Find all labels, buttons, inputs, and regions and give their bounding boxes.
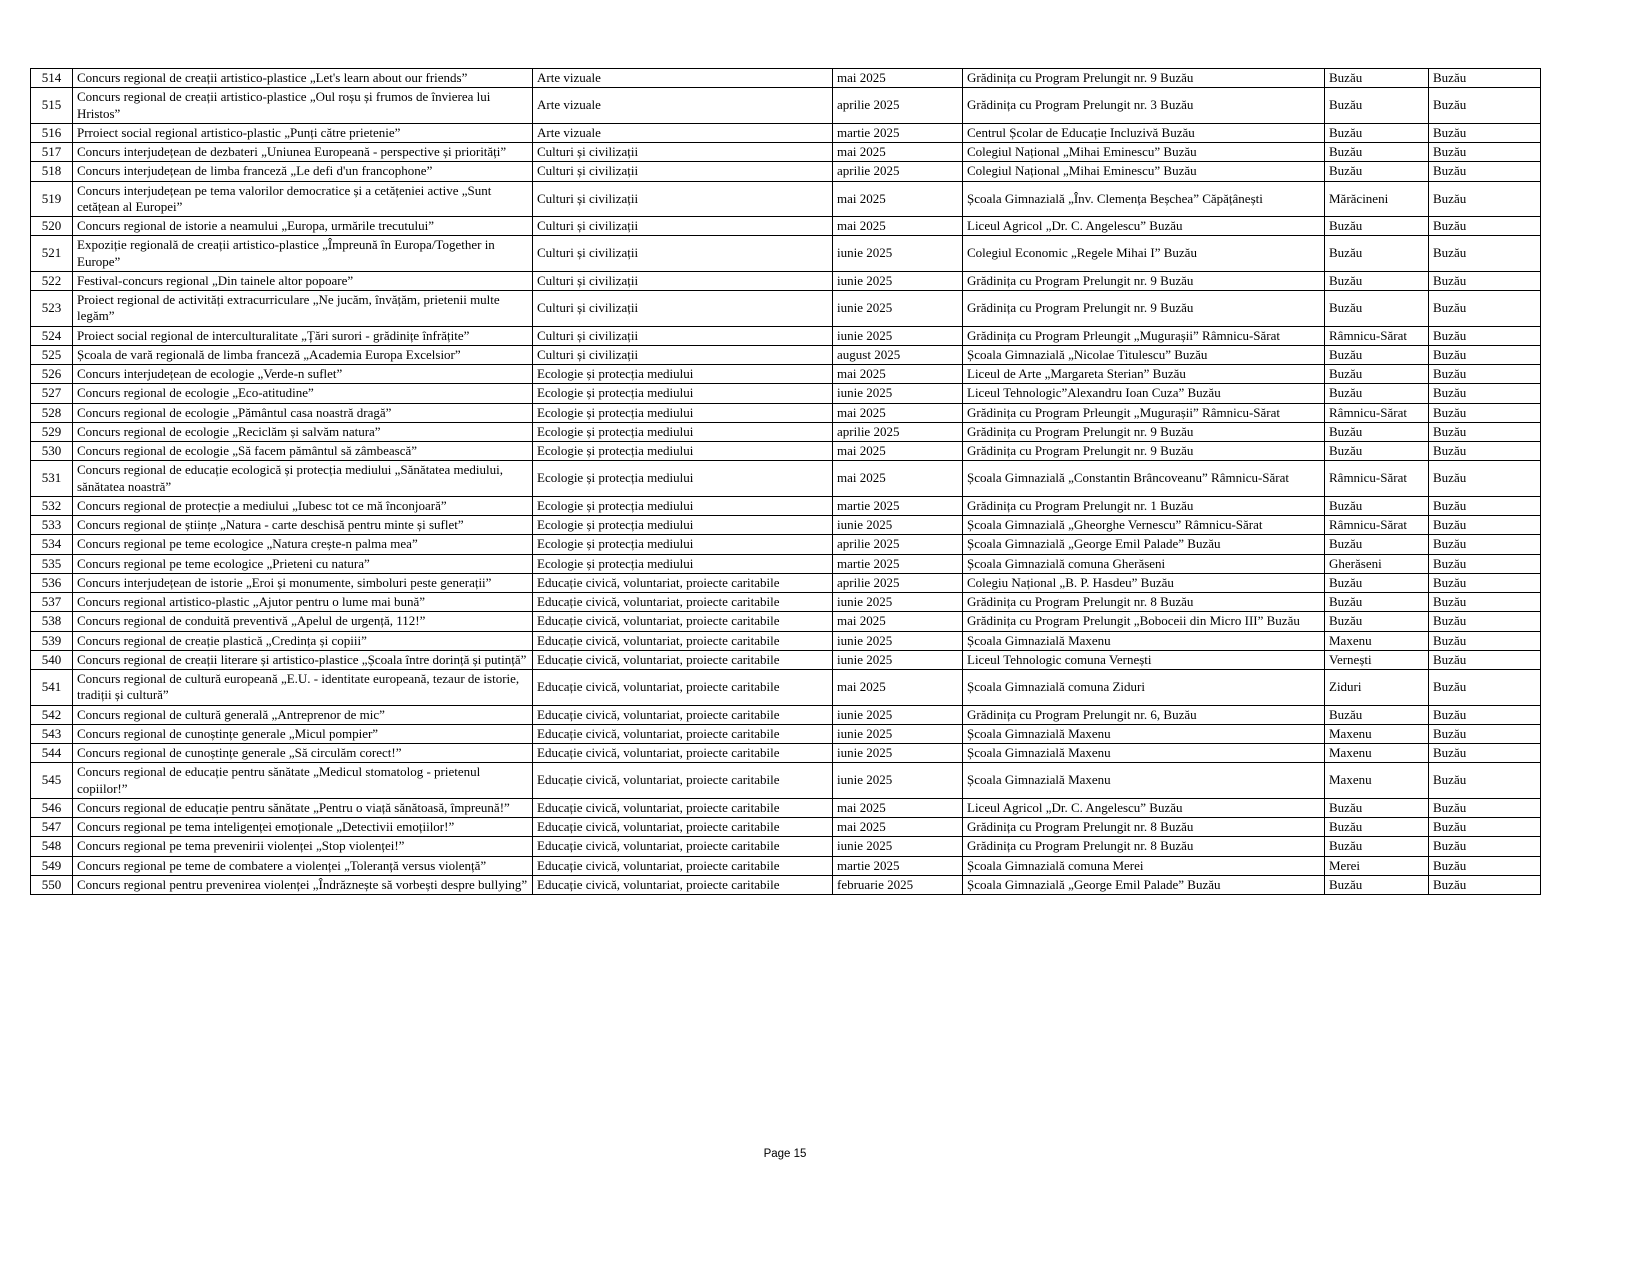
contest-name-cell: Concurs regional de științe „Natura - carte deschisă pentru minte și suflet” (73, 516, 533, 535)
institution-cell: Grădinița cu Program Prleungit „Mugurașii” Râmnicu-Sărat (963, 403, 1325, 422)
institution-cell: Grădinița cu Program Prelungit nr. 1 Buzău (963, 496, 1325, 515)
county-cell: Buzău (1429, 143, 1541, 162)
row-number-cell: 528 (31, 403, 73, 422)
institution-cell: Școala Gimnazială comuna Merei (963, 856, 1325, 875)
row-number-cell: 537 (31, 593, 73, 612)
date-cell: mai 2025 (833, 798, 963, 817)
row-number-cell: 533 (31, 516, 73, 535)
row-number-cell: 525 (31, 345, 73, 364)
contest-name-cell: Concurs regional de educație ecologică și protecția mediului „Sănătatea mediului, sănătatea noastră” (73, 461, 533, 497)
row-number-cell: 540 (31, 650, 73, 669)
contest-name-cell: Concurs regional de istorie a neamului „Europa, urmările trecutului” (73, 217, 533, 236)
institution-cell: Grădinița cu Program Prelungit nr. 8 Buzău (963, 593, 1325, 612)
row-number-cell: 529 (31, 422, 73, 441)
institution-cell: Grădinița cu Program Prelungit „Boboceii din Micro III” Buzău (963, 612, 1325, 631)
locality-cell: Buzău (1325, 818, 1429, 837)
locality-cell: Buzău (1325, 365, 1429, 384)
table-row (31, 496, 1541, 515)
county-cell: Buzău (1429, 631, 1541, 650)
row-number-cell: 515 (31, 88, 73, 124)
date-cell: mai 2025 (833, 217, 963, 236)
locality-cell: Buzău (1325, 88, 1429, 124)
contest-name-cell: Concurs interjudețean de limba franceză „Le defi d'un francophone” (73, 162, 533, 181)
table-row (31, 69, 1541, 88)
category-cell: Culturi și civilizații (533, 345, 833, 364)
county-cell: Buzău (1429, 496, 1541, 515)
county-cell: Buzău (1429, 236, 1541, 272)
contest-name-cell: Concurs regional pe teme ecologice „Prieteni cu natura” (73, 554, 533, 573)
row-number-cell: 547 (31, 818, 73, 837)
date-cell: mai 2025 (833, 181, 963, 217)
date-cell: mai 2025 (833, 818, 963, 837)
table-row (31, 875, 1541, 894)
county-cell: Buzău (1429, 573, 1541, 592)
county-cell: Buzău (1429, 856, 1541, 875)
contest-name-cell: Concurs interjudețean de dezbateri „Uniunea Europeană - perspective și priorități” (73, 143, 533, 162)
institution-cell: Liceul Tehnologic”Alexandru Ioan Cuza” Buzău (963, 384, 1325, 403)
institution-cell: Grădinița cu Program Prelungit nr. 9 Buzău (963, 69, 1325, 88)
locality-cell: Buzău (1325, 705, 1429, 724)
date-cell: iunie 2025 (833, 631, 963, 650)
row-number-cell: 521 (31, 236, 73, 272)
date-cell: aprilie 2025 (833, 88, 963, 124)
table-row (31, 744, 1541, 763)
category-cell: Educație civică, voluntariat, proiecte caritabile (533, 818, 833, 837)
table-row (31, 162, 1541, 181)
category-cell: Educație civică, voluntariat, proiecte caritabile (533, 573, 833, 592)
table-row (31, 326, 1541, 345)
category-cell: Ecologie și protecția mediului (533, 403, 833, 422)
row-number-cell: 524 (31, 326, 73, 345)
row-number-cell: 546 (31, 798, 73, 817)
contest-name-cell: Concurs regional de conduită preventivă „Apelul de urgență, 112!” (73, 612, 533, 631)
row-number-cell: 522 (31, 271, 73, 290)
table-row (31, 554, 1541, 573)
category-cell: Culturi și civilizații (533, 162, 833, 181)
locality-cell: Maxenu (1325, 631, 1429, 650)
contest-name-cell: Concurs regional de cunoștințe generale „Să circulăm corect!” (73, 744, 533, 763)
table-row (31, 345, 1541, 364)
locality-cell: Buzău (1325, 217, 1429, 236)
contest-name-cell: Concurs regional de educație pentru sănătate „Pentru o viață sănătoasă, împreună!” (73, 798, 533, 817)
table-row (31, 384, 1541, 403)
contest-name-cell: Prroiect social regional artistico-plastic „Punți către prietenie” (73, 123, 533, 142)
category-cell: Educație civică, voluntariat, proiecte caritabile (533, 837, 833, 856)
date-cell: mai 2025 (833, 612, 963, 631)
category-cell: Educație civică, voluntariat, proiecte caritabile (533, 744, 833, 763)
date-cell: mai 2025 (833, 442, 963, 461)
table-row (31, 365, 1541, 384)
row-number-cell: 534 (31, 535, 73, 554)
locality-cell: Buzău (1325, 384, 1429, 403)
locality-cell: Buzău (1325, 798, 1429, 817)
category-cell: Ecologie și protecția mediului (533, 461, 833, 497)
locality-cell: Merei (1325, 856, 1429, 875)
institution-cell: Liceul Agricol „Dr. C. Angelescu” Buzău (963, 798, 1325, 817)
county-cell: Buzău (1429, 670, 1541, 706)
category-cell: Educație civică, voluntariat, proiecte caritabile (533, 763, 833, 799)
date-cell: februarie 2025 (833, 875, 963, 894)
contest-name-cell: Concurs regional de creație plastică „Credința și copiii” (73, 631, 533, 650)
category-cell: Educație civică, voluntariat, proiecte caritabile (533, 650, 833, 669)
institution-cell: Școala Gimnazială „Înv. Clemența Beșchea” Căpățânești (963, 181, 1325, 217)
contest-name-cell: Concurs regional pentru prevenirea violenței „Îndrăznește să vorbești despre bullying” (73, 875, 533, 894)
locality-cell: Maxenu (1325, 763, 1429, 799)
category-cell: Educație civică, voluntariat, proiecte caritabile (533, 856, 833, 875)
locality-cell: Maxenu (1325, 744, 1429, 763)
institution-cell: Școala Gimnazială Maxenu (963, 763, 1325, 799)
category-cell: Culturi și civilizații (533, 181, 833, 217)
row-number-cell: 514 (31, 69, 73, 88)
institution-cell: Școala Gimnazială „George Emil Palade” Buzău (963, 535, 1325, 554)
locality-cell: Gherăseni (1325, 554, 1429, 573)
category-cell: Ecologie și protecția mediului (533, 516, 833, 535)
locality-cell: Buzău (1325, 143, 1429, 162)
date-cell: iunie 2025 (833, 271, 963, 290)
date-cell: aprilie 2025 (833, 535, 963, 554)
date-cell: aprilie 2025 (833, 573, 963, 592)
table-row (31, 631, 1541, 650)
locality-cell: Buzău (1325, 612, 1429, 631)
locality-cell: Buzău (1325, 345, 1429, 364)
institution-cell: Școala Gimnazială „Constantin Brâncoveanu” Râmnicu-Sărat (963, 461, 1325, 497)
date-cell: iunie 2025 (833, 837, 963, 856)
table-row (31, 837, 1541, 856)
row-number-cell: 530 (31, 442, 73, 461)
table-row (31, 217, 1541, 236)
category-cell: Arte vizuale (533, 69, 833, 88)
table-row (31, 422, 1541, 441)
date-cell: aprilie 2025 (833, 162, 963, 181)
table-row (31, 291, 1541, 327)
contest-name-cell: Concurs regional de cultură generală „Antreprenor de mic” (73, 705, 533, 724)
row-number-cell: 520 (31, 217, 73, 236)
contest-name-cell: Școala de vară regională de limba franceză „Academia Europa Excelsior” (73, 345, 533, 364)
category-cell: Culturi și civilizații (533, 217, 833, 236)
county-cell: Buzău (1429, 516, 1541, 535)
county-cell: Buzău (1429, 554, 1541, 573)
row-number-cell: 548 (31, 837, 73, 856)
institution-cell: Centrul Școlar de Educație Incluzivă Buzău (963, 123, 1325, 142)
contest-name-cell: Concurs regional de creații artistico-plastice „Let's learn about our friends” (73, 69, 533, 88)
county-cell: Buzău (1429, 744, 1541, 763)
locality-cell: Buzău (1325, 162, 1429, 181)
date-cell: mai 2025 (833, 143, 963, 162)
row-number-cell: 544 (31, 744, 73, 763)
county-cell: Buzău (1429, 818, 1541, 837)
locality-cell: Buzău (1325, 593, 1429, 612)
date-cell: iunie 2025 (833, 650, 963, 669)
locality-cell: Buzău (1325, 291, 1429, 327)
date-cell: iunie 2025 (833, 593, 963, 612)
contest-name-cell: Concurs regional artistico-plastic „Ajutor pentru o lume mai bună” (73, 593, 533, 612)
row-number-cell: 519 (31, 181, 73, 217)
county-cell: Buzău (1429, 875, 1541, 894)
institution-cell: Școala Gimnazială Maxenu (963, 631, 1325, 650)
category-cell: Arte vizuale (533, 88, 833, 124)
locality-cell: Buzău (1325, 442, 1429, 461)
locality-cell: Vernești (1325, 650, 1429, 669)
date-cell: iunie 2025 (833, 705, 963, 724)
table-row (31, 798, 1541, 817)
contest-name-cell: Concurs regional pe tema inteligenței emoționale „Detectivii emoțiilor!” (73, 818, 533, 837)
institution-cell: Colegiul Economic „Regele Mihai I” Buzău (963, 236, 1325, 272)
county-cell: Buzău (1429, 535, 1541, 554)
county-cell: Buzău (1429, 345, 1541, 364)
table-row (31, 143, 1541, 162)
institution-cell: Școala Gimnazială „Gheorghe Vernescu” Râmnicu-Sărat (963, 516, 1325, 535)
row-number-cell: 523 (31, 291, 73, 327)
county-cell: Buzău (1429, 162, 1541, 181)
table-row (31, 516, 1541, 535)
table-row (31, 181, 1541, 217)
institution-cell: Grădinița cu Program Prleungit „Mugurașii” Râmnicu-Sărat (963, 326, 1325, 345)
contest-name-cell: Proiect social regional de interculturalitate „Țări surori - grădinițe înfrățite” (73, 326, 533, 345)
table-row (31, 670, 1541, 706)
locality-cell: Buzău (1325, 837, 1429, 856)
category-cell: Educație civică, voluntariat, proiecte caritabile (533, 631, 833, 650)
date-cell: iunie 2025 (833, 384, 963, 403)
institution-cell: Colegiu Național „B. P. Hasdeu” Buzău (963, 573, 1325, 592)
locality-cell: Buzău (1325, 573, 1429, 592)
locality-cell: Buzău (1325, 875, 1429, 894)
county-cell: Buzău (1429, 326, 1541, 345)
table-row (31, 612, 1541, 631)
date-cell: iunie 2025 (833, 763, 963, 799)
date-cell: iunie 2025 (833, 291, 963, 327)
institution-cell: Grădinița cu Program Prelungit nr. 9 Buzău (963, 422, 1325, 441)
county-cell: Buzău (1429, 461, 1541, 497)
contest-name-cell: Concurs regional de cunoștințe generale „Micul pompier” (73, 724, 533, 743)
county-cell: Buzău (1429, 291, 1541, 327)
contest-name-cell: Concurs interjudețean de istorie „Eroi și monumente, simboluri peste generații” (73, 573, 533, 592)
county-cell: Buzău (1429, 181, 1541, 217)
row-number-cell: 532 (31, 496, 73, 515)
contest-name-cell: Concurs regional de creații artistico-plastice „Oul roșu și frumos de învierea lui Hristos” (73, 88, 533, 124)
table-row (31, 856, 1541, 875)
table-row (31, 461, 1541, 497)
table-row (31, 236, 1541, 272)
institution-cell: Școala Gimnazială Maxenu (963, 744, 1325, 763)
category-cell: Ecologie și protecția mediului (533, 365, 833, 384)
locality-cell: Râmnicu-Sărat (1325, 461, 1429, 497)
county-cell: Buzău (1429, 123, 1541, 142)
contest-name-cell: Expoziție regională de creații artistico-plastice „Împreună în Europa/Together in Europe” (73, 236, 533, 272)
county-cell: Buzău (1429, 442, 1541, 461)
contest-name-cell: Concurs regional de educație pentru sănătate „Medicul stomatolog - prietenul copiilor!” (73, 763, 533, 799)
county-cell: Buzău (1429, 724, 1541, 743)
category-cell: Culturi și civilizații (533, 291, 833, 327)
county-cell: Buzău (1429, 837, 1541, 856)
contest-name-cell: Concurs interjudețean pe tema valorilor democratice și a cetățeniei active „Sunt cetățean al Europei” (73, 181, 533, 217)
row-number-cell: 518 (31, 162, 73, 181)
date-cell: iunie 2025 (833, 516, 963, 535)
category-cell: Educație civică, voluntariat, proiecte caritabile (533, 875, 833, 894)
county-cell: Buzău (1429, 798, 1541, 817)
date-cell: august 2025 (833, 345, 963, 364)
contest-name-cell: Concurs regional pe teme de combatere a violenței „Toleranță versus violență” (73, 856, 533, 875)
county-cell: Buzău (1429, 271, 1541, 290)
contest-name-cell: Concurs regional de ecologie „Pământul casa noastră dragă” (73, 403, 533, 422)
category-cell: Culturi și civilizații (533, 271, 833, 290)
county-cell: Buzău (1429, 88, 1541, 124)
county-cell: Buzău (1429, 384, 1541, 403)
row-number-cell: 536 (31, 573, 73, 592)
locality-cell: Buzău (1325, 422, 1429, 441)
locality-cell: Maxenu (1325, 724, 1429, 743)
row-number-cell: 543 (31, 724, 73, 743)
table-row (31, 724, 1541, 743)
category-cell: Ecologie și protecția mediului (533, 442, 833, 461)
contest-name-cell: Concurs regional de protecție a mediului „Iubesc tot ce mă înconjoară” (73, 496, 533, 515)
contest-name-cell: Festival-concurs regional „Din tainele altor popoare” (73, 271, 533, 290)
table-row (31, 573, 1541, 592)
institution-cell: Școala Gimnazială „Nicolae Titulescu” Buzău (963, 345, 1325, 364)
table-row (31, 442, 1541, 461)
category-cell: Ecologie și protecția mediului (533, 496, 833, 515)
locality-cell: Buzău (1325, 535, 1429, 554)
category-cell: Culturi și civilizații (533, 326, 833, 345)
row-number-cell: 526 (31, 365, 73, 384)
county-cell: Buzău (1429, 403, 1541, 422)
category-cell: Educație civică, voluntariat, proiecte caritabile (533, 593, 833, 612)
institution-cell: Liceul Tehnologic comuna Vernești (963, 650, 1325, 669)
institution-cell: Școala Gimnazială comuna Ziduri (963, 670, 1325, 706)
institution-cell: Grădinița cu Program Prelungit nr. 8 Buzău (963, 818, 1325, 837)
date-cell: martie 2025 (833, 856, 963, 875)
category-cell: Ecologie și protecția mediului (533, 384, 833, 403)
institution-cell: Grădinița cu Program Prelungit nr. 3 Buzău (963, 88, 1325, 124)
contest-name-cell: Proiect regional de activități extracurriculare „Ne jucăm, învățăm, prietenii multe legăm” (73, 291, 533, 327)
category-cell: Ecologie și protecția mediului (533, 422, 833, 441)
date-cell: iunie 2025 (833, 236, 963, 272)
row-number-cell: 541 (31, 670, 73, 706)
county-cell: Buzău (1429, 763, 1541, 799)
table-row (31, 650, 1541, 669)
county-cell: Buzău (1429, 69, 1541, 88)
date-cell: iunie 2025 (833, 326, 963, 345)
date-cell: iunie 2025 (833, 724, 963, 743)
date-cell: mai 2025 (833, 461, 963, 497)
locality-cell: Buzău (1325, 271, 1429, 290)
category-cell: Ecologie și protecția mediului (533, 554, 833, 573)
locality-cell: Râmnicu-Sărat (1325, 516, 1429, 535)
category-cell: Ecologie și protecția mediului (533, 535, 833, 554)
county-cell: Buzău (1429, 217, 1541, 236)
date-cell: mai 2025 (833, 403, 963, 422)
date-cell: iunie 2025 (833, 744, 963, 763)
table-row (31, 271, 1541, 290)
category-cell: Educație civică, voluntariat, proiecte caritabile (533, 670, 833, 706)
date-cell: martie 2025 (833, 496, 963, 515)
page-footer: Page 15 (763, 1148, 807, 1160)
locality-cell: Râmnicu-Sărat (1325, 403, 1429, 422)
row-number-cell: 531 (31, 461, 73, 497)
contest-name-cell: Concurs regional de ecologie „Să facem pământul să zâmbească” (73, 442, 533, 461)
county-cell: Buzău (1429, 365, 1541, 384)
table-body (31, 69, 1541, 895)
row-number-cell: 550 (31, 875, 73, 894)
contests-table (30, 68, 1541, 895)
locality-cell: Mărăcineni (1325, 181, 1429, 217)
institution-cell: Colegiul Național „Mihai Eminescu” Buzău (963, 143, 1325, 162)
category-cell: Educație civică, voluntariat, proiecte caritabile (533, 798, 833, 817)
table-row (31, 818, 1541, 837)
institution-cell: Școala Gimnazială „George Emil Palade” Buzău (963, 875, 1325, 894)
institution-cell: Grădinița cu Program Prelungit nr. 6, Buzău (963, 705, 1325, 724)
row-number-cell: 538 (31, 612, 73, 631)
table-row (31, 705, 1541, 724)
row-number-cell: 516 (31, 123, 73, 142)
date-cell: mai 2025 (833, 69, 963, 88)
county-cell: Buzău (1429, 705, 1541, 724)
row-number-cell: 535 (31, 554, 73, 573)
locality-cell: Buzău (1325, 123, 1429, 142)
county-cell: Buzău (1429, 650, 1541, 669)
category-cell: Culturi și civilizații (533, 236, 833, 272)
contest-name-cell: Concurs interjudețean de ecologie „Verde-n suflet” (73, 365, 533, 384)
date-cell: mai 2025 (833, 670, 963, 706)
institution-cell: Grădinița cu Program Prelungit nr. 9 Buzău (963, 271, 1325, 290)
locality-cell: Buzău (1325, 69, 1429, 88)
table-row (31, 763, 1541, 799)
contest-name-cell: Concurs regional de cultură europeană „E.U. - identitate europeană, tezaur de istorie, tradiții și cultură” (73, 670, 533, 706)
category-cell: Educație civică, voluntariat, proiecte caritabile (533, 705, 833, 724)
institution-cell: Grădinița cu Program Prelungit nr. 8 Buzău (963, 837, 1325, 856)
category-cell: Arte vizuale (533, 123, 833, 142)
row-number-cell: 517 (31, 143, 73, 162)
locality-cell: Buzău (1325, 236, 1429, 272)
row-number-cell: 545 (31, 763, 73, 799)
institution-cell: Colegiul Național „Mihai Eminescu” Buzău (963, 162, 1325, 181)
row-number-cell: 549 (31, 856, 73, 875)
contest-name-cell: Concurs regional pe teme ecologice „Natura crește-n palma mea” (73, 535, 533, 554)
contest-name-cell: Concurs regional de ecologie „Reciclăm și salvăm natura” (73, 422, 533, 441)
date-cell: martie 2025 (833, 123, 963, 142)
table-row (31, 88, 1541, 124)
category-cell: Educație civică, voluntariat, proiecte caritabile (533, 612, 833, 631)
date-cell: martie 2025 (833, 554, 963, 573)
county-cell: Buzău (1429, 612, 1541, 631)
institution-cell: Grădinița cu Program Prelungit nr. 9 Buzău (963, 442, 1325, 461)
date-cell: mai 2025 (833, 365, 963, 384)
table-row (31, 123, 1541, 142)
row-number-cell: 527 (31, 384, 73, 403)
locality-cell: Râmnicu-Sărat (1325, 326, 1429, 345)
institution-cell: Liceul Agricol „Dr. C. Angelescu” Buzău (963, 217, 1325, 236)
table-row (31, 593, 1541, 612)
contest-name-cell: Concurs regional pe tema prevenirii violenței „Stop violenței!” (73, 837, 533, 856)
table-row (31, 535, 1541, 554)
institution-cell: Școala Gimnazială Maxenu (963, 724, 1325, 743)
date-cell: aprilie 2025 (833, 422, 963, 441)
institution-cell: Liceul de Arte „Margareta Sterian” Buzău (963, 365, 1325, 384)
institution-cell: Grădinița cu Program Prelungit nr. 9 Buzău (963, 291, 1325, 327)
locality-cell: Ziduri (1325, 670, 1429, 706)
table-row (31, 403, 1541, 422)
county-cell: Buzău (1429, 593, 1541, 612)
category-cell: Educație civică, voluntariat, proiecte caritabile (533, 724, 833, 743)
locality-cell: Buzău (1325, 496, 1429, 515)
contest-name-cell: Concurs regional de ecologie „Eco-atitudine” (73, 384, 533, 403)
row-number-cell: 542 (31, 705, 73, 724)
institution-cell: Școala Gimnazială comuna Gherăseni (963, 554, 1325, 573)
category-cell: Culturi și civilizații (533, 143, 833, 162)
contest-name-cell: Concurs regional de creații literare și artistico-plastice „Școala între dorință și putință” (73, 650, 533, 669)
county-cell: Buzău (1429, 422, 1541, 441)
row-number-cell: 539 (31, 631, 73, 650)
